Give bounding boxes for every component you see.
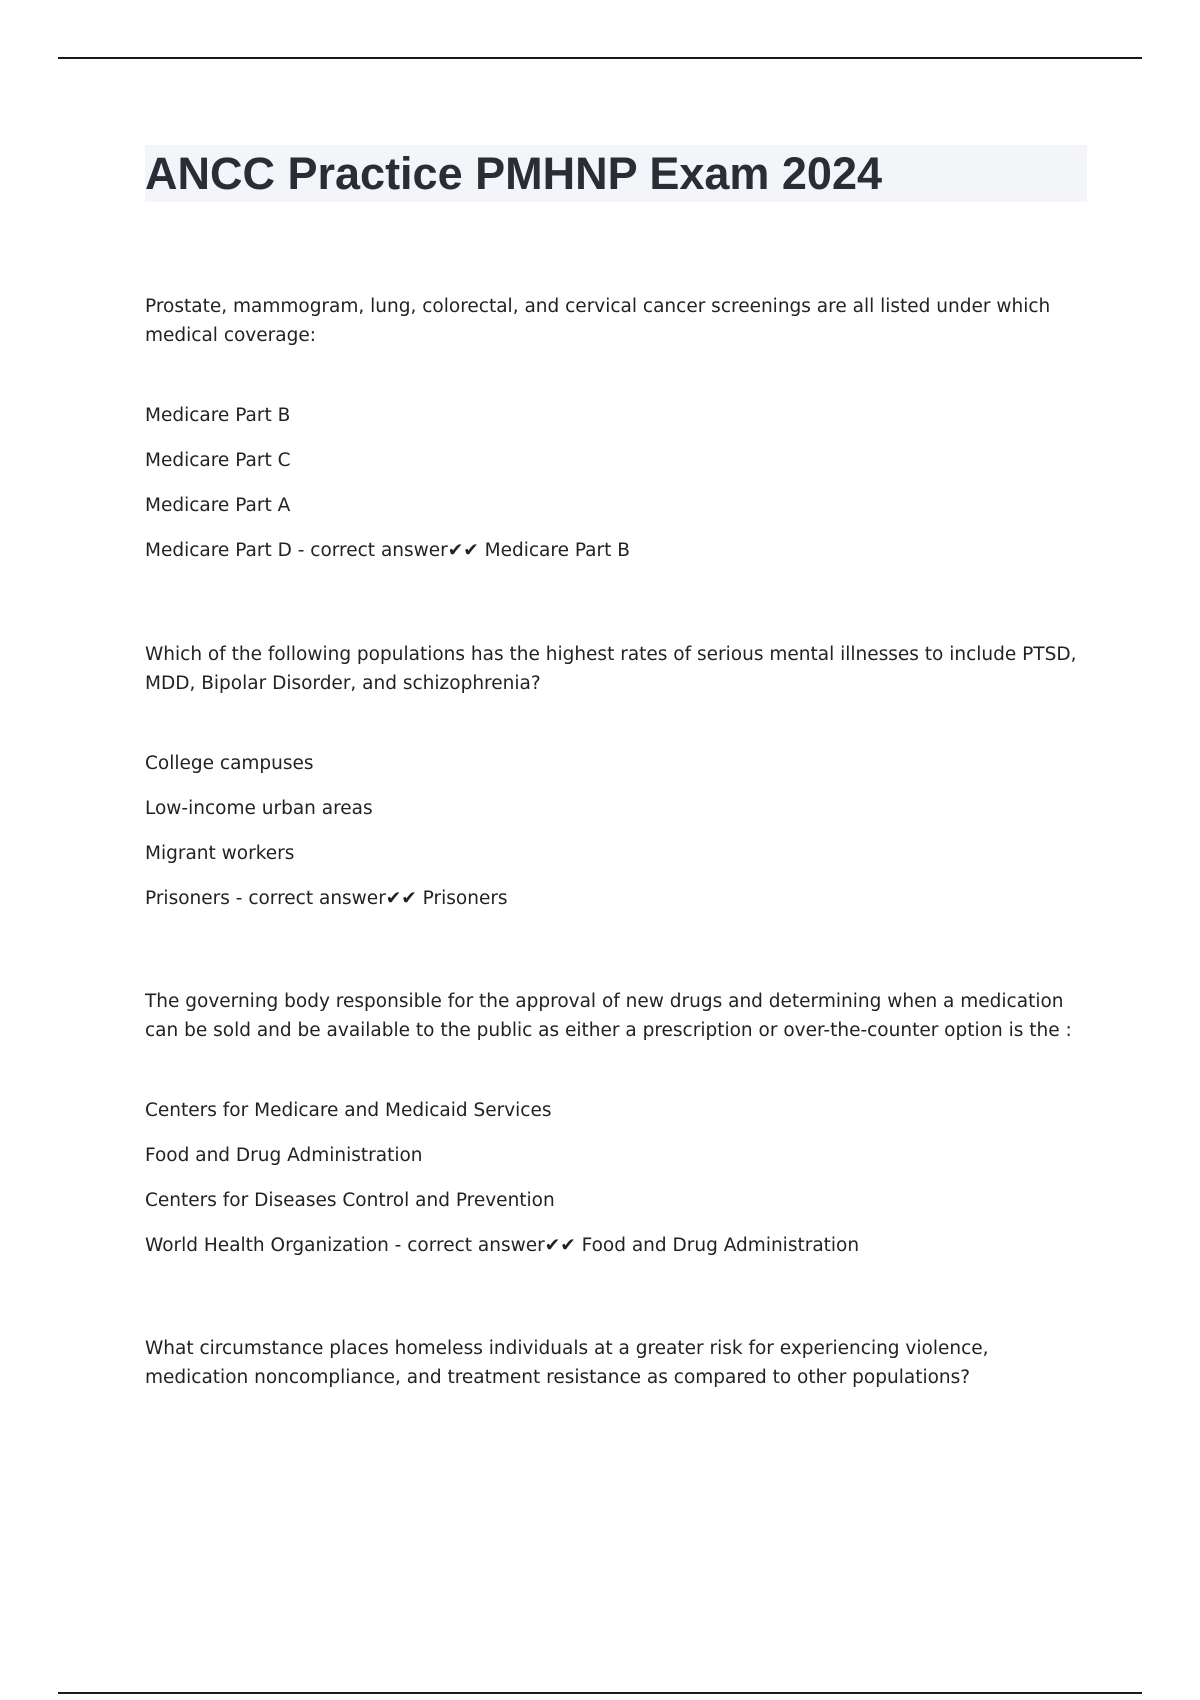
question-block-3 — [145, 987, 1090, 1256]
answer-option: Medicare Part A — [145, 495, 291, 516]
page-title: ANCC Practice PMHNP Exam 2024 — [145, 148, 883, 199]
question-text: What circumstance places homeless individuals at a greater risk for experiencing violence, medication noncompliance, and treatment resistance as compared to other populations? — [145, 1338, 989, 1388]
answer-option: Food and Drug Administration — [145, 1145, 423, 1166]
answer-option: College campuses — [145, 753, 314, 774]
question-block-2 — [145, 640, 1090, 909]
answer-option: Low-income urban areas — [145, 798, 373, 819]
question-text: Prostate, mammogram, lung, colorectal, and cervical cancer screenings are all listed under which medical coverage: — [145, 296, 1051, 346]
answer-option: Medicare Part B — [145, 405, 291, 426]
answer-option-with-correct-answer: World Health Organization - correct answer✔✔ Food and Drug Administration — [145, 1235, 860, 1256]
answer-option: Medicare Part C — [145, 450, 291, 471]
answer-option-with-correct-answer: Medicare Part D - correct answer✔✔ Medicare Part B — [145, 540, 630, 561]
answer-option: Centers for Diseases Control and Prevention — [145, 1190, 555, 1211]
answer-option-with-correct-answer: Prisoners - correct answer✔✔ Prisoners — [145, 888, 508, 909]
bottom-divider — [58, 1692, 1142, 1694]
answer-options — [145, 404, 630, 584]
answer-options — [145, 1099, 859, 1279]
answer-option: Migrant workers — [145, 843, 295, 864]
answer-options — [145, 752, 508, 932]
question-block-4 — [145, 1334, 1090, 1392]
question-text: Which of the following populations has the highest rates of serious mental illnesses to include PTSD, MDD, Bipolar Disorder, and schizophrenia? — [145, 644, 1077, 694]
title-banner — [145, 145, 1087, 202]
top-divider — [58, 57, 1142, 59]
answer-option: Centers for Medicare and Medicaid Services — [145, 1100, 552, 1121]
question-block-1 — [145, 292, 1090, 561]
question-text: The governing body responsible for the approval of new drugs and determining when a medication can be sold and be available to the public as either a prescription or over-the-counter option is the : — [145, 991, 1072, 1041]
